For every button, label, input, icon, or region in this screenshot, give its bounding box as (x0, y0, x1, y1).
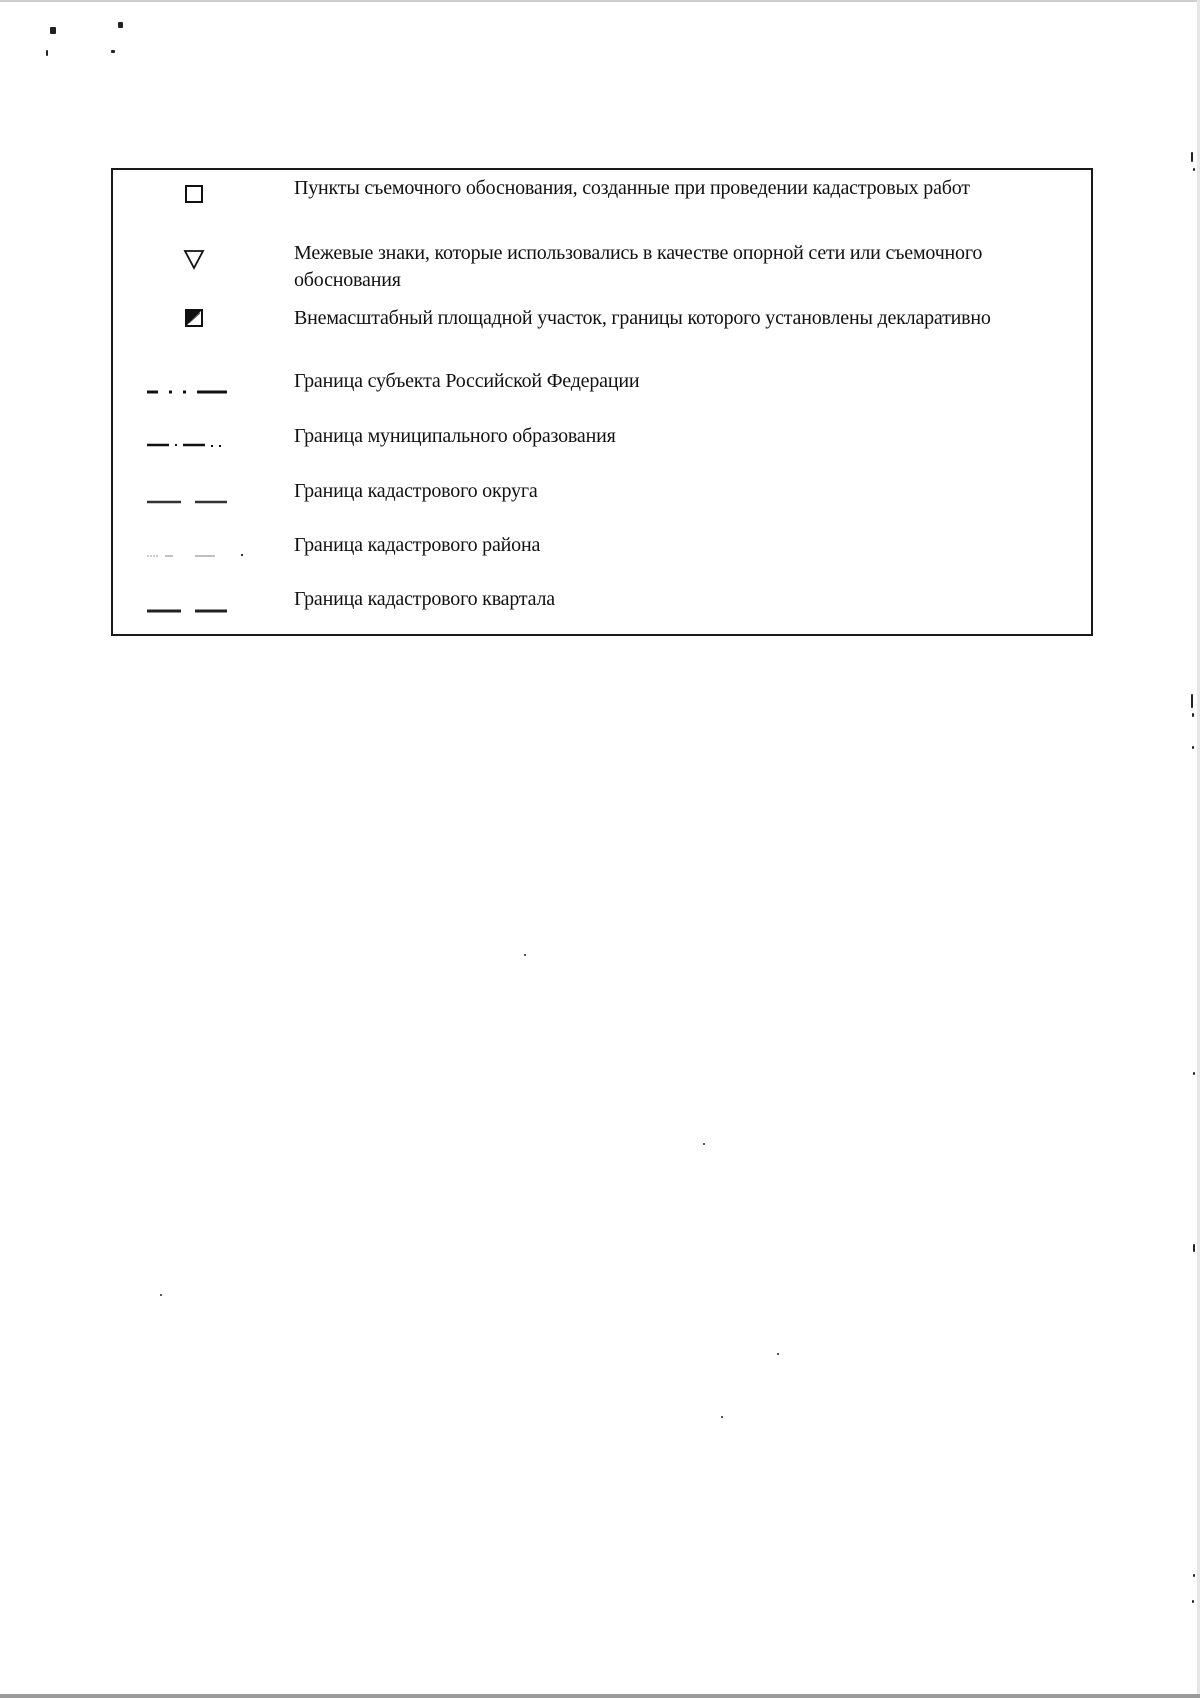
legend-item-label: Граница кадастрового квартала (294, 588, 555, 610)
hollow-square-icon (143, 183, 253, 213)
legend-table (111, 168, 1093, 636)
down-triangle-icon (143, 246, 253, 276)
legend-item-label: Граница кадастрового района (294, 534, 541, 556)
page-top-edge (0, 0, 1200, 2)
subject-boundary-line-icon (143, 372, 253, 402)
legend-item-label: Граница субъекта Российской Федерации (294, 370, 640, 392)
legend-item-label: Межевые знаки, которые использовались в качестве опорной сети или съемочного обоснования (294, 242, 983, 291)
legend-item-label: Пункты съемочного обоснования, созданные при проведении кадастровых работ (294, 177, 970, 199)
page-bottom-edge (0, 1694, 1200, 1698)
municipal-boundary-line-icon (143, 427, 253, 457)
legend-item-label: Граница муниципального образования (294, 425, 616, 447)
hatched-square-icon (143, 307, 253, 337)
cadastral-quarter-boundary-line-icon (143, 590, 253, 620)
legend-item-label: Граница кадастрового округа (294, 480, 538, 502)
cadastral-district-boundary-line-icon (143, 482, 253, 512)
cadastral-region-boundary-line-icon (143, 536, 253, 566)
legend-item-label: Внемасштабный площадной участок, границы которого установлены декларативно (294, 307, 991, 329)
